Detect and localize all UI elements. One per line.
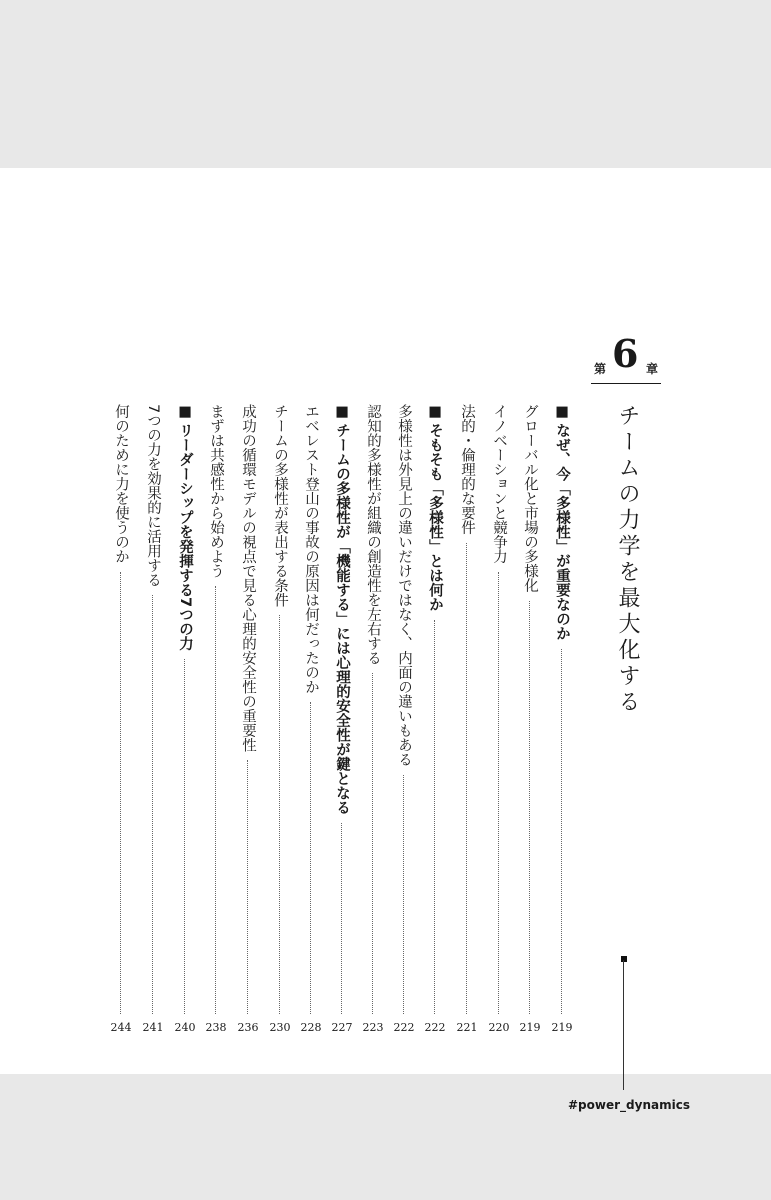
- toc-entry[interactable]: [301, 404, 321, 1014]
- toc-leader: [152, 595, 153, 1014]
- hashtag-label: #power_dynamics: [568, 1098, 690, 1112]
- toc-entry[interactable]: [111, 404, 131, 1014]
- toc-entry[interactable]: [425, 404, 445, 1014]
- toc-page-number: 222: [393, 1021, 415, 1034]
- toc-page-number: 223: [362, 1021, 384, 1034]
- toc-entry-label: イノベーションと競争力: [491, 404, 507, 564]
- toc-entry-label: 法的・倫理的な要件: [459, 404, 475, 535]
- hashtag-line: [623, 960, 624, 1090]
- toc-leader: [247, 760, 248, 1014]
- toc-entry-label: 認知的多様性が組織の創造性を左右する: [365, 404, 381, 665]
- toc-page-number: 219: [519, 1021, 541, 1034]
- toc-page-number: 241: [142, 1021, 164, 1034]
- toc-entry-label: ■ そもそも「多様性」とは何か: [425, 404, 445, 612]
- chapter-heading: [590, 331, 662, 378]
- chapter-title: チームの力学を最大化する: [615, 404, 640, 716]
- toc-leader: [434, 620, 435, 1015]
- toc-leader: [184, 659, 185, 1014]
- toc-page-number: 221: [456, 1021, 478, 1034]
- toc-entry-label: 成功の循環モデルの視点で見る心理的安全性の重要性: [240, 404, 256, 752]
- toc-page-number: 230: [269, 1021, 291, 1034]
- toc-leader: [310, 702, 311, 1014]
- toc-leader: [372, 673, 373, 1014]
- toc-entry[interactable]: [270, 404, 290, 1014]
- toc-leader: [466, 543, 467, 1015]
- hashtag-marker-icon: [621, 956, 627, 962]
- toc-entry-label: ■ なぜ、今「多様性」が重要なのか: [552, 404, 572, 641]
- chapter-rule: [591, 383, 661, 384]
- toc-leader: [403, 775, 404, 1015]
- bottom-gray-band: [0, 1074, 771, 1200]
- toc-leader: [561, 649, 562, 1015]
- toc-leader: [498, 572, 499, 1015]
- toc-entry[interactable]: [489, 404, 509, 1014]
- toc-page-number: 219: [551, 1021, 573, 1034]
- toc-entry[interactable]: [206, 404, 226, 1014]
- toc-entry-label: まずは共感性から始めよう: [208, 404, 224, 578]
- toc-entry-label: グローバル化と市場の多様化: [522, 404, 538, 593]
- toc-entry[interactable]: [363, 404, 383, 1014]
- toc-entry[interactable]: [332, 404, 352, 1014]
- chapter-number: 6: [612, 331, 639, 376]
- toc-page-number: 238: [205, 1021, 227, 1034]
- toc-page-number: 244: [110, 1021, 132, 1034]
- toc-entry-label: 多様性は外見上の違いだけではなく、内面の違いもある: [396, 404, 412, 767]
- toc-page-number: 228: [300, 1021, 322, 1034]
- toc-entry[interactable]: [457, 404, 477, 1014]
- toc-entry-label: 7つの力を効果的に活用する: [145, 404, 161, 588]
- toc-entry[interactable]: [394, 404, 414, 1014]
- toc-leader: [341, 823, 342, 1015]
- toc-leader: [215, 586, 216, 1014]
- toc-page-number: 220: [488, 1021, 510, 1034]
- toc-entry[interactable]: [175, 404, 195, 1014]
- top-gray-band: [0, 0, 771, 168]
- toc-entry[interactable]: [552, 404, 572, 1014]
- toc-entry[interactable]: [143, 404, 163, 1014]
- toc-leader: [529, 601, 530, 1015]
- toc-leader: [120, 572, 121, 1015]
- toc-leader: [279, 615, 280, 1014]
- chapter-suffix: 章: [646, 362, 659, 376]
- toc-entry[interactable]: [238, 404, 258, 1014]
- toc-page-number: 236: [237, 1021, 259, 1034]
- toc-page-number: 222: [424, 1021, 446, 1034]
- toc-entry-label: ■ チームの多様性が「機能する」には心理的安全性が鍵となる: [332, 404, 352, 815]
- chapter-prefix: 第: [594, 362, 607, 376]
- toc-entry[interactable]: [520, 404, 540, 1014]
- toc-page-number: 227: [331, 1021, 353, 1034]
- toc-entry-label: 何のために力を使うのか: [113, 404, 129, 564]
- toc-entry-label: エベレスト登山の事故の原因は何だったのか: [303, 404, 319, 694]
- toc-page-number: 240: [174, 1021, 196, 1034]
- toc-entry-label: ■ リーダーシップを発揮する7つの力: [175, 404, 195, 651]
- toc-entry-label: チームの多様性が表出する条件: [272, 404, 288, 607]
